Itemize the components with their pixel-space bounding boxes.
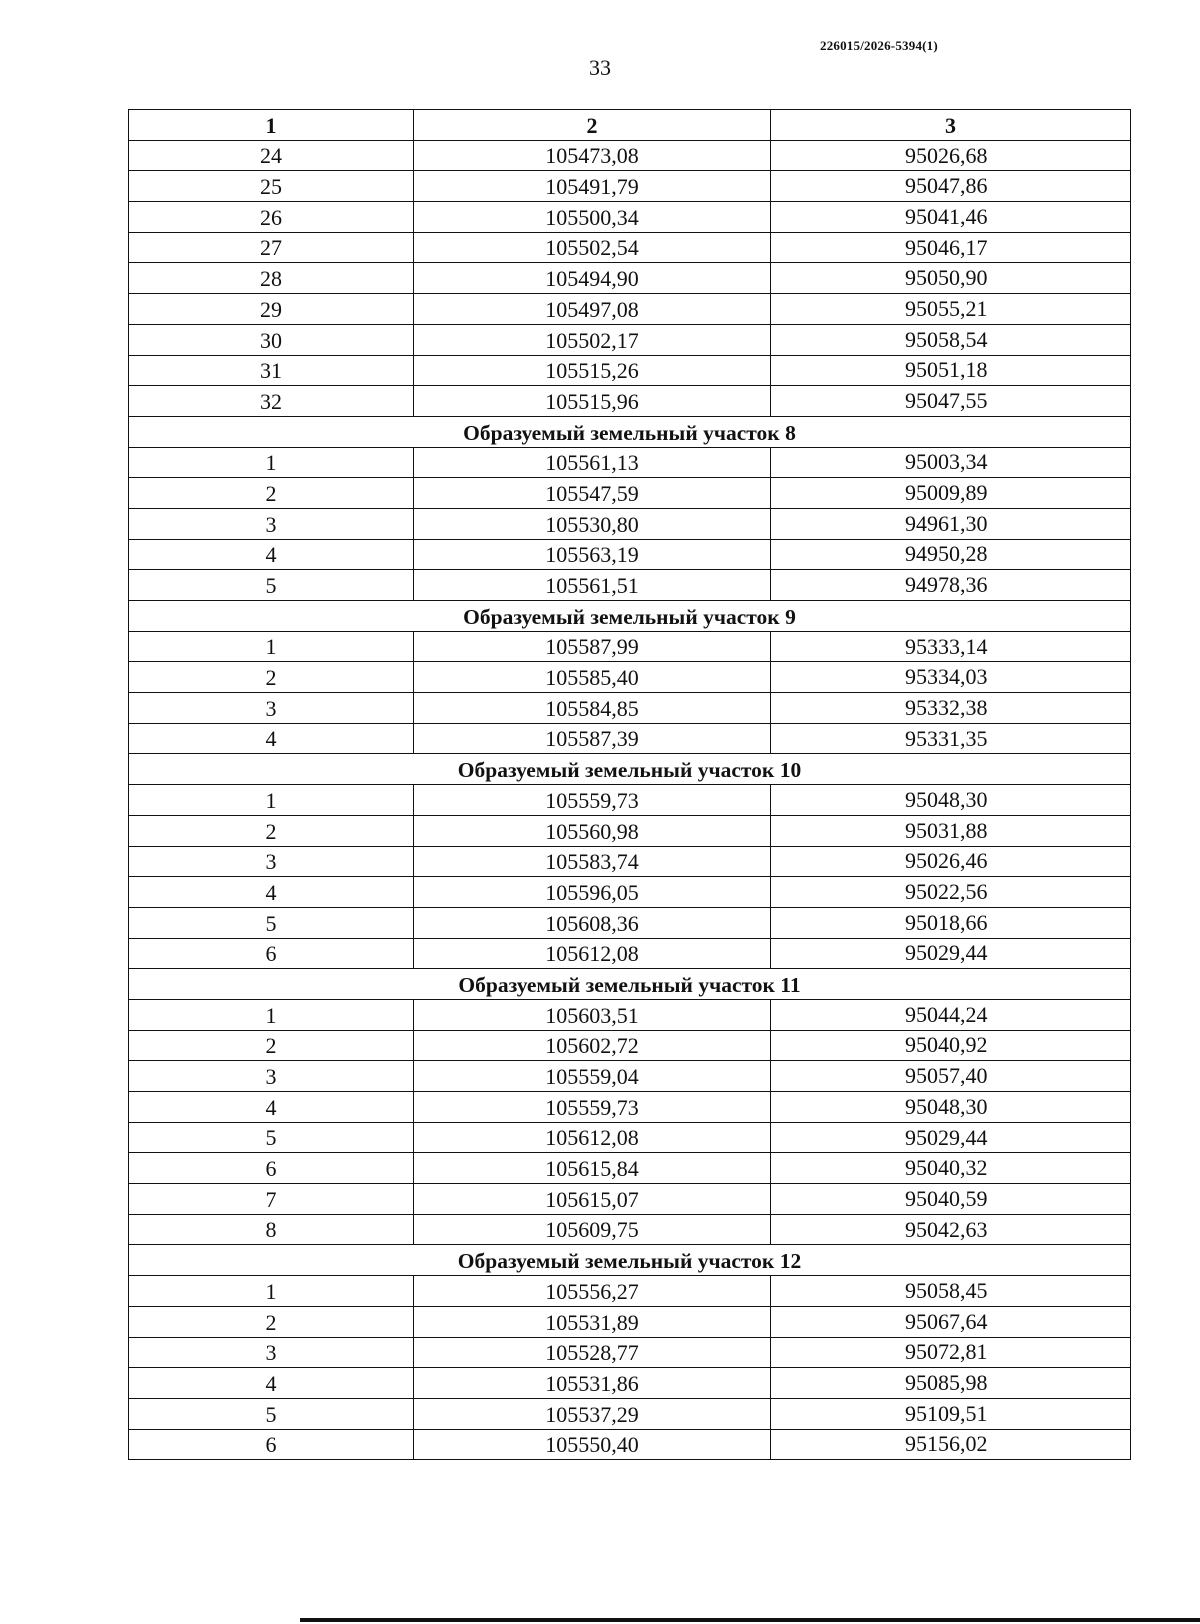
y-coordinate: 95050,90 bbox=[771, 263, 1131, 294]
table-row bbox=[129, 1306, 1131, 1337]
x-coordinate: 105559,73 bbox=[414, 1092, 771, 1123]
y-coordinate: 95109,51 bbox=[771, 1398, 1131, 1429]
x-coordinate: 105612,08 bbox=[414, 938, 771, 969]
point-number: 26 bbox=[129, 202, 414, 233]
point-number: 30 bbox=[129, 324, 414, 355]
x-coordinate: 105596,05 bbox=[414, 877, 771, 908]
y-coordinate: 95046,17 bbox=[771, 232, 1131, 263]
section-title: Образуемый земельный участок 10 bbox=[129, 754, 1131, 785]
x-coordinate: 105583,74 bbox=[414, 846, 771, 877]
x-coordinate: 105560,98 bbox=[414, 815, 771, 846]
table-row bbox=[129, 815, 1131, 846]
y-coordinate: 95333,14 bbox=[771, 631, 1131, 662]
x-coordinate: 105531,89 bbox=[414, 1306, 771, 1337]
point-number: 3 bbox=[129, 508, 414, 539]
y-coordinate: 95047,55 bbox=[771, 386, 1131, 417]
y-coordinate: 94961,30 bbox=[771, 508, 1131, 539]
y-coordinate: 95156,02 bbox=[771, 1429, 1131, 1460]
x-coordinate: 105473,08 bbox=[414, 140, 771, 171]
y-coordinate: 94950,28 bbox=[771, 539, 1131, 570]
table-row bbox=[129, 508, 1131, 539]
point-number: 5 bbox=[129, 570, 414, 601]
x-coordinate: 105608,36 bbox=[414, 907, 771, 938]
table-row bbox=[129, 1184, 1131, 1215]
y-coordinate: 95048,30 bbox=[771, 785, 1131, 816]
table-row bbox=[129, 907, 1131, 938]
point-number: 3 bbox=[129, 846, 414, 877]
y-coordinate: 95040,92 bbox=[771, 1030, 1131, 1061]
x-coordinate: 105615,84 bbox=[414, 1153, 771, 1184]
x-coordinate: 105603,51 bbox=[414, 999, 771, 1030]
y-coordinate: 95058,54 bbox=[771, 324, 1131, 355]
table-row bbox=[129, 140, 1131, 171]
table-row bbox=[129, 999, 1131, 1030]
table-row bbox=[129, 785, 1131, 816]
x-coordinate: 105515,96 bbox=[414, 386, 771, 417]
table-row bbox=[129, 386, 1131, 417]
table-row bbox=[129, 263, 1131, 294]
x-coordinate: 105585,40 bbox=[414, 662, 771, 693]
table-row bbox=[129, 570, 1131, 601]
column-header-3: 3 bbox=[771, 110, 1131, 141]
y-coordinate: 95085,98 bbox=[771, 1368, 1131, 1399]
y-coordinate: 95022,56 bbox=[771, 877, 1131, 908]
y-coordinate: 95026,46 bbox=[771, 846, 1131, 877]
point-number: 7 bbox=[129, 1184, 414, 1215]
point-number: 3 bbox=[129, 693, 414, 724]
y-coordinate: 95040,59 bbox=[771, 1184, 1131, 1215]
x-coordinate: 105528,77 bbox=[414, 1337, 771, 1368]
y-coordinate: 95029,44 bbox=[771, 938, 1131, 969]
table-row bbox=[129, 1398, 1131, 1429]
x-coordinate: 105559,73 bbox=[414, 785, 771, 816]
section-title: Образуемый земельный участок 9 bbox=[129, 601, 1131, 632]
point-number: 6 bbox=[129, 1429, 414, 1460]
x-coordinate: 105497,08 bbox=[414, 294, 771, 325]
y-coordinate: 95055,21 bbox=[771, 294, 1131, 325]
y-coordinate: 94978,36 bbox=[771, 570, 1131, 601]
table-row bbox=[129, 662, 1131, 693]
point-number: 24 bbox=[129, 140, 414, 171]
x-coordinate: 105550,40 bbox=[414, 1429, 771, 1460]
x-coordinate: 105559,04 bbox=[414, 1061, 771, 1092]
point-number: 1 bbox=[129, 999, 414, 1030]
y-coordinate: 95040,32 bbox=[771, 1153, 1131, 1184]
x-coordinate: 105491,79 bbox=[414, 171, 771, 202]
y-coordinate: 95051,18 bbox=[771, 355, 1131, 386]
y-coordinate: 95018,66 bbox=[771, 907, 1131, 938]
section-row bbox=[129, 416, 1131, 447]
table-row bbox=[129, 324, 1131, 355]
point-number: 6 bbox=[129, 938, 414, 969]
x-coordinate: 105537,29 bbox=[414, 1398, 771, 1429]
x-coordinate: 105494,90 bbox=[414, 263, 771, 294]
y-coordinate: 95044,24 bbox=[771, 999, 1131, 1030]
table-row bbox=[129, 171, 1131, 202]
x-coordinate: 105587,99 bbox=[414, 631, 771, 662]
point-number: 3 bbox=[129, 1337, 414, 1368]
point-number: 1 bbox=[129, 631, 414, 662]
x-coordinate: 105556,27 bbox=[414, 1276, 771, 1307]
point-number: 29 bbox=[129, 294, 414, 325]
x-coordinate: 105587,39 bbox=[414, 723, 771, 754]
y-coordinate: 95031,88 bbox=[771, 815, 1131, 846]
bottom-edge-line bbox=[300, 1618, 1200, 1622]
section-title: Образуемый земельный участок 11 bbox=[129, 969, 1131, 1000]
x-coordinate: 105530,80 bbox=[414, 508, 771, 539]
point-number: 28 bbox=[129, 263, 414, 294]
table-row bbox=[129, 938, 1131, 969]
point-number: 4 bbox=[129, 1092, 414, 1123]
table-row bbox=[129, 877, 1131, 908]
table-row bbox=[129, 631, 1131, 662]
table-row bbox=[129, 723, 1131, 754]
point-number: 5 bbox=[129, 907, 414, 938]
y-coordinate: 95042,63 bbox=[771, 1214, 1131, 1245]
table-row bbox=[129, 355, 1131, 386]
point-number: 4 bbox=[129, 723, 414, 754]
table-row bbox=[129, 478, 1131, 509]
x-coordinate: 105561,51 bbox=[414, 570, 771, 601]
point-number: 27 bbox=[129, 232, 414, 263]
point-number: 1 bbox=[129, 447, 414, 478]
y-coordinate: 95047,86 bbox=[771, 171, 1131, 202]
section-row bbox=[129, 969, 1131, 1000]
y-coordinate: 95331,35 bbox=[771, 723, 1131, 754]
y-coordinate: 95029,44 bbox=[771, 1122, 1131, 1153]
x-coordinate: 105563,19 bbox=[414, 539, 771, 570]
section-title: Образуемый земельный участок 8 bbox=[129, 416, 1131, 447]
table-row bbox=[129, 846, 1131, 877]
point-number: 5 bbox=[129, 1122, 414, 1153]
table-body bbox=[129, 140, 1131, 1460]
y-coordinate: 95026,68 bbox=[771, 140, 1131, 171]
point-number: 4 bbox=[129, 539, 414, 570]
point-number: 4 bbox=[129, 877, 414, 908]
point-number: 2 bbox=[129, 662, 414, 693]
point-number: 2 bbox=[129, 1306, 414, 1337]
table-row bbox=[129, 1092, 1131, 1123]
table-row bbox=[129, 1337, 1131, 1368]
point-number: 5 bbox=[129, 1398, 414, 1429]
column-header-2: 2 bbox=[414, 110, 771, 141]
point-number: 2 bbox=[129, 478, 414, 509]
point-number: 25 bbox=[129, 171, 414, 202]
coordinates-table bbox=[128, 109, 1131, 1460]
y-coordinate: 95058,45 bbox=[771, 1276, 1131, 1307]
table-row bbox=[129, 294, 1131, 325]
y-coordinate: 95009,89 bbox=[771, 478, 1131, 509]
section-row bbox=[129, 601, 1131, 632]
section-title: Образуемый земельный участок 12 bbox=[129, 1245, 1131, 1276]
table-row bbox=[129, 693, 1131, 724]
x-coordinate: 105515,26 bbox=[414, 355, 771, 386]
point-number: 8 bbox=[129, 1214, 414, 1245]
y-coordinate: 95334,03 bbox=[771, 662, 1131, 693]
x-coordinate: 105602,72 bbox=[414, 1030, 771, 1061]
table-row bbox=[129, 447, 1131, 478]
x-coordinate: 105561,13 bbox=[414, 447, 771, 478]
y-coordinate: 95003,34 bbox=[771, 447, 1131, 478]
point-number: 2 bbox=[129, 815, 414, 846]
point-number: 2 bbox=[129, 1030, 414, 1061]
x-coordinate: 105500,34 bbox=[414, 202, 771, 233]
y-coordinate: 95041,46 bbox=[771, 202, 1131, 233]
point-number: 6 bbox=[129, 1153, 414, 1184]
table-row bbox=[129, 232, 1131, 263]
point-number: 1 bbox=[129, 1276, 414, 1307]
table-row bbox=[129, 1061, 1131, 1092]
x-coordinate: 105615,07 bbox=[414, 1184, 771, 1215]
x-coordinate: 105502,54 bbox=[414, 232, 771, 263]
table-row bbox=[129, 1122, 1131, 1153]
table-row bbox=[129, 539, 1131, 570]
y-coordinate: 95057,40 bbox=[771, 1061, 1131, 1092]
x-coordinate: 105502,17 bbox=[414, 324, 771, 355]
document-id: 226015/2026-5394(1) bbox=[820, 38, 938, 53]
table-row bbox=[129, 1368, 1131, 1399]
table-row bbox=[129, 1429, 1131, 1460]
point-number: 3 bbox=[129, 1061, 414, 1092]
table-row bbox=[129, 1030, 1131, 1061]
table-row bbox=[129, 1153, 1131, 1184]
table-header-row bbox=[129, 110, 1131, 141]
y-coordinate: 95067,64 bbox=[771, 1306, 1131, 1337]
section-row bbox=[129, 754, 1131, 785]
y-coordinate: 95048,30 bbox=[771, 1092, 1131, 1123]
column-header-1: 1 bbox=[129, 110, 414, 141]
y-coordinate: 95332,38 bbox=[771, 693, 1131, 724]
point-number: 4 bbox=[129, 1368, 414, 1399]
point-number: 32 bbox=[129, 386, 414, 417]
table-row bbox=[129, 1276, 1131, 1307]
x-coordinate: 105547,59 bbox=[414, 478, 771, 509]
point-number: 1 bbox=[129, 785, 414, 816]
point-number: 31 bbox=[129, 355, 414, 386]
x-coordinate: 105612,08 bbox=[414, 1122, 771, 1153]
section-row bbox=[129, 1245, 1131, 1276]
x-coordinate: 105531,86 bbox=[414, 1368, 771, 1399]
y-coordinate: 95072,81 bbox=[771, 1337, 1131, 1368]
table-row bbox=[129, 1214, 1131, 1245]
x-coordinate: 105584,85 bbox=[414, 693, 771, 724]
table-row bbox=[129, 202, 1131, 233]
x-coordinate: 105609,75 bbox=[414, 1214, 771, 1245]
page-number: 33 bbox=[589, 55, 611, 80]
